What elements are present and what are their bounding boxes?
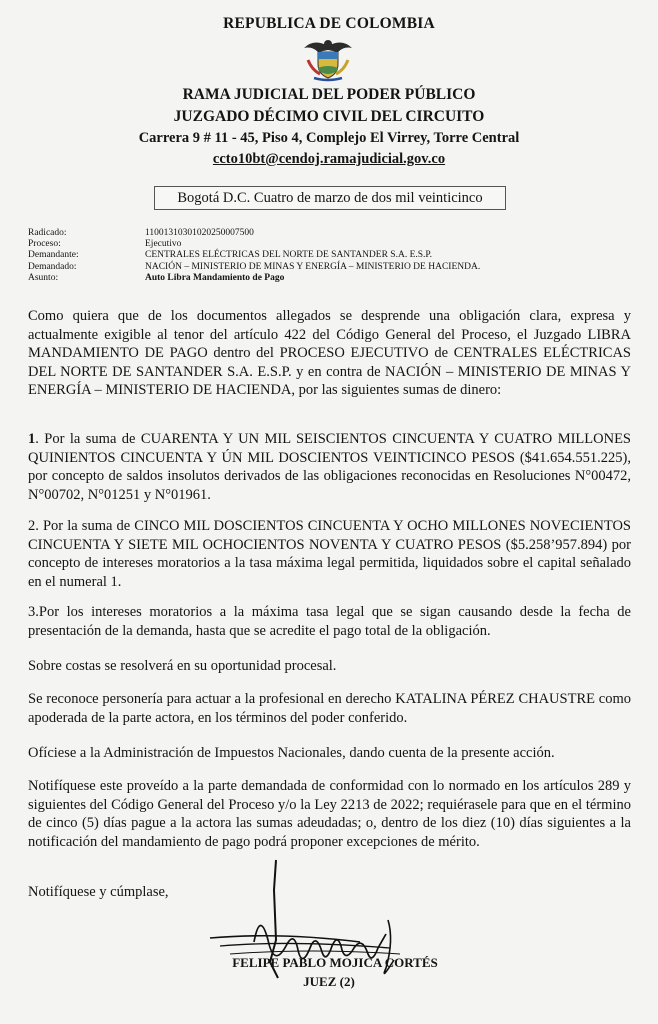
paragraph-notifiquese: Notifíquese este proveído a la parte demandada de conformidad con lo normado en los artículos 289 y siguientes del Código General del Proceso y/o la Ley 2213 de 2022; requiérasele para que en el término de cinco (5) días pague a la actora las sumas adeudadas; o, dentro de los diez (10) días siguientes a la notificación del mandamiento de pago podrá proponer excepciones de mérito. — [28, 778, 631, 850]
radicado-value: 11001310301020250007500 — [145, 228, 254, 238]
date-line: Bogotá D.C. Cuatro de marzo de dos mil veinticinco — [154, 186, 506, 210]
demandado-label: Demandado: — [28, 261, 77, 272]
asunto-value: Auto Libra Mandamiento de Pago — [145, 272, 285, 283]
meta-row-demandante — [28, 250, 480, 261]
signer-title: JUEZ (2) — [303, 974, 355, 989]
demandante-label: Demandante: — [28, 250, 79, 261]
meta-row-radicado — [28, 228, 480, 239]
case-metadata — [28, 228, 480, 284]
meta-row-proceso — [28, 239, 480, 250]
header-court: JUZGADO DÉCIMO CIVIL DEL CIRCUITO — [173, 108, 485, 125]
paragraph-personeria: Se reconoce personería para actuar a la profesional en derecho KATALINA PÉREZ CHAUSTRE como apoderada de la parte actora, en los términos del poder conferido. — [28, 691, 631, 726]
demandado-value: NACIÓN – MINISTERIO DE MINAS Y ENERGÍA – MINISTERIO DE HACIENDA. — [145, 261, 481, 272]
item-1-text: . Por la suma de CUARENTA Y UN MIL SEISCIENTOS CINCUENTA Y CUATRO MILLONES QUINIENTOS CINCUENTA Y ÚN MIL DOSCIENTOS VEINTICINCO PESOS ($41.654.551.225), por concepto de saldos insolutos derivados de las obligaciones reconocidas en Resoluciones N°00472, N°00702, N°01251 y N°01961. — [28, 431, 631, 503]
header-address: Carrera 9 # 11 - 45, Piso 4, Complejo El Virrey, Torre Central — [138, 130, 520, 146]
proceso-label: Proceso: — [28, 239, 61, 250]
paragraph-item-2: 2. Por la suma de CINCO MIL DOSCIENTOS CINCUENTA Y OCHO MILLONES NOVECIENTOS CINCUENTA Y SIETE MIL OCHOCIENTOS NOVENTA Y CUATRO PESOS ($5.258’957.894) por concepto de intereses moratorios a la tasa máxima legal permitida, liquidados sobre el capital señalado en el numeral 1. — [28, 518, 631, 590]
paragraph-closing: Notifíquese y cúmplase, — [28, 884, 169, 900]
header-email-row — [0, 151, 658, 168]
paragraph-item-1 — [28, 430, 631, 504]
paragraph-oficiese: Ofíciese a la Administración de Impuestos Nacionales, dando cuenta de la presente acción. — [28, 745, 555, 761]
asunto-label: Asunto: — [28, 272, 59, 283]
header-branch: RAMA JUDICIAL DEL PODER PÚBLICO — [182, 86, 476, 103]
paragraph-item-3: 3.Por los intereses moratorios a la máxima tasa legal que se sigan causando desde la fecha de presentación de la demanda, hasta que se acredite el pago total de la obligación. — [28, 604, 631, 639]
proceso-value: Ejecutivo — [145, 239, 182, 250]
signer-name: FELIPE PABLO MOJICA CORTÉS — [232, 955, 438, 970]
item-1-number: 1 — [28, 431, 36, 447]
header-country: REPUBLICA DE COLOMBIA — [223, 15, 435, 32]
coat-of-arms-icon — [300, 34, 356, 82]
paragraph-costas: Sobre costas se resolverá en su oportunidad procesal. — [28, 658, 337, 674]
radicado-label: Radicado: — [28, 228, 67, 238]
meta-row-asunto — [28, 273, 480, 284]
demandante-value: CENTRALES ELÉCTRICAS DEL NORTE DE SANTANDER S.A. E.S.P. — [145, 250, 433, 261]
paragraph-intro: Como quiera que de los documentos allegados se desprende una obligación clara, expresa y actualmente exigible al tenor del artículo 422 del Código General del Proceso, el Juzgado LIBRA MANDAMIENTO DE PAGO dentro del PROCESO EJECUTIVO de CENTRALES ELÉCTRICAS DEL NORTE DE SANTANDER S.A. E.S.P. y en contra de NACIÓN – MINISTERIO DE MINAS Y ENERGÍA – MINISTERIO DE HACIENDA, por las siguientes sumas de dinero: — [28, 308, 631, 399]
header-email-link[interactable]: ccto10bt@cendoj.ramajudicial.gov.co — [212, 151, 446, 167]
meta-row-demandado — [28, 262, 480, 273]
